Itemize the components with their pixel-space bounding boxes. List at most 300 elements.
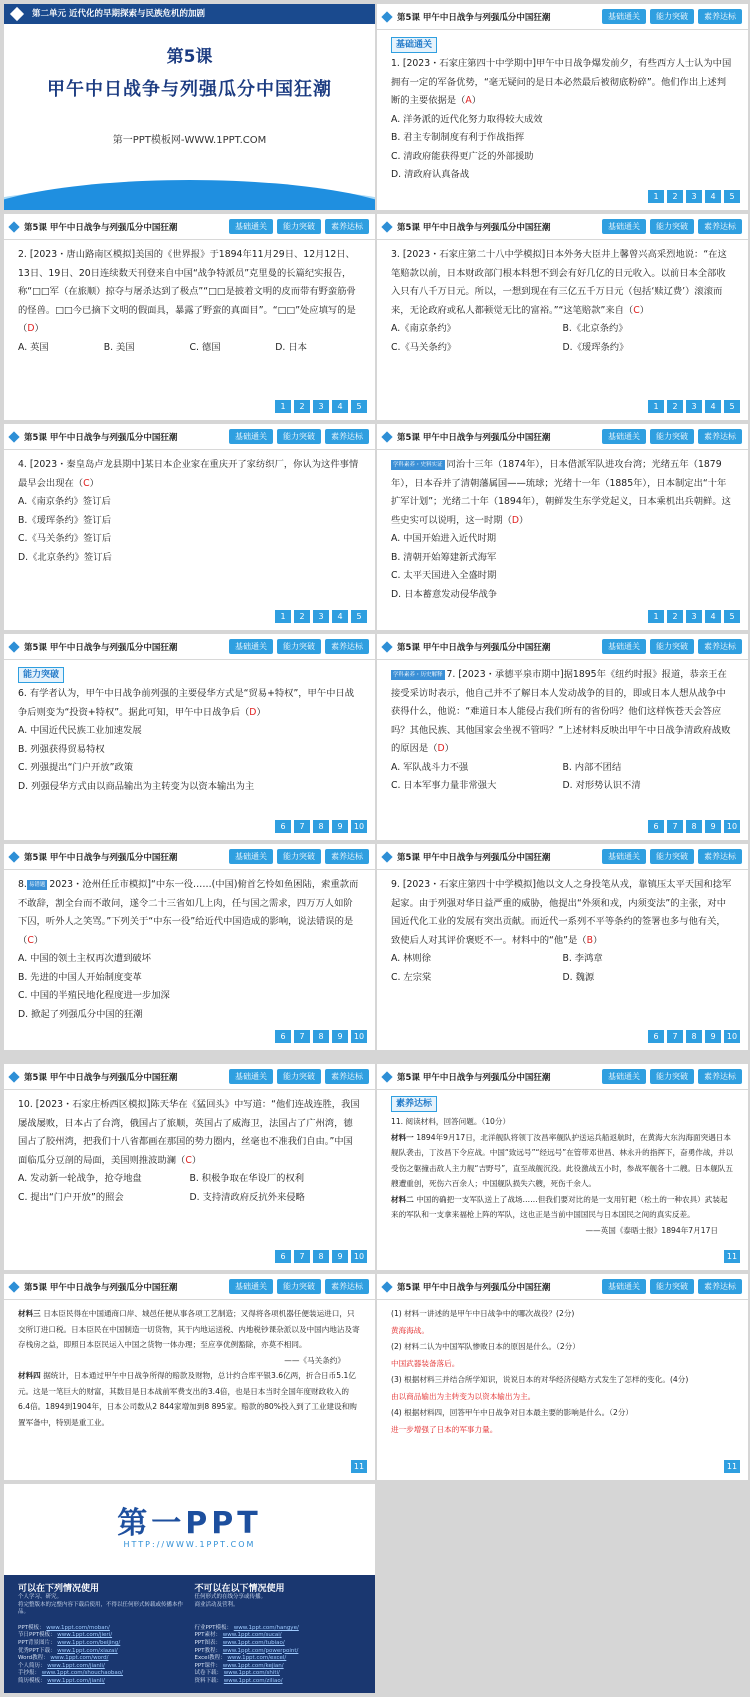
link[interactable]: www.1ppt.com/hangye/ [233, 1624, 299, 1631]
link-row [195, 1655, 362, 1663]
page-number-button[interactable]: 1 [648, 400, 664, 413]
ability-button[interactable]: 能力突破 [650, 639, 694, 654]
page-number-button[interactable]: 5 [724, 610, 740, 623]
literacy-button[interactable]: 素养达标 [698, 1279, 742, 1294]
page-number-button[interactable]: 3 [686, 190, 702, 203]
links-right [195, 1625, 362, 1686]
answer: A [465, 95, 472, 106]
page-number-button[interactable]: 3 [686, 400, 702, 413]
slide-body [377, 870, 748, 987]
diamond-icon [381, 1071, 392, 1082]
link-row [18, 1670, 185, 1678]
material [18, 1306, 361, 1353]
link-row [18, 1678, 185, 1686]
slide-body [377, 1090, 748, 1238]
literacy-button[interactable]: 素养达标 [698, 219, 742, 234]
page-number-button[interactable]: 5 [724, 400, 740, 413]
option[interactable]: B. 君主专制制度有利于作战指挥 [391, 132, 525, 143]
option[interactable]: C. 中国的半殖民地化程度进一步加深 [18, 990, 170, 1001]
page-number-button[interactable]: 9 [332, 1250, 348, 1263]
option[interactable]: D. 魏源 [562, 971, 595, 983]
page-number-button[interactable]: 9 [705, 1030, 721, 1043]
diamond-icon [8, 431, 19, 442]
link[interactable]: www.1ppt.com/jieri/ [57, 1632, 113, 1639]
answer: D [249, 706, 257, 718]
question-slide [377, 1064, 748, 1270]
page-number-button[interactable]: 4 [705, 400, 721, 413]
material [18, 1368, 361, 1430]
basic-button[interactable]: 基础通关 [602, 1069, 646, 1084]
page-number-button[interactable]: 1 [275, 400, 291, 413]
question-slide [377, 4, 748, 210]
link-label: 资料下载： [194, 1677, 223, 1684]
literacy-button[interactable]: 素养达标 [698, 1069, 742, 1084]
stem-end: ） [471, 95, 482, 106]
link[interactable]: www.1ppt.com/xiazai/ [57, 1647, 118, 1654]
basic-button[interactable]: 基础通关 [229, 639, 273, 654]
stem-end: ） [592, 934, 603, 946]
logo-url: HTTP://WWW.1PPT.COM [123, 1540, 256, 1549]
question-stem: 2023・沧州任丘市模拟]“中东一役……(中国)俯首乞怜如鱼困陆，索重款而不敢辞，割全台而不敢问，遂令二十三省如几上肉，任与国之需求，四万万人如阶下囚，听外人之笑骂。”下列关于“中东一役”给近代中国造成的影响，说法错误的是（ [18, 879, 359, 946]
sub-question: (3) 根据材料三并结合所学知识，说说日本的对华经济侵略方式发生了怎样的变化。(4分) [391, 1375, 689, 1384]
page-number-button[interactable]: 6 [275, 1030, 291, 1043]
literacy-button[interactable]: 素养达标 [325, 1069, 369, 1084]
stem-end: ） [256, 706, 266, 718]
option[interactable]: A. 发动新一轮战争，抢夺地盘 [18, 1173, 142, 1184]
question-slide [377, 1274, 748, 1480]
diamond-icon [10, 7, 24, 21]
option[interactable]: D. 对形势认识不清 [562, 780, 641, 791]
diamond-icon [8, 851, 19, 862]
page-number-button[interactable]: 7 [294, 1030, 310, 1043]
option[interactable]: B. 积极争取在华设厂的权利 [189, 1173, 305, 1184]
option[interactable]: A.《南京条约》签订后 [18, 496, 111, 507]
link[interactable]: www.1ppt.com/word/ [50, 1655, 109, 1662]
question-slide [4, 634, 375, 840]
page-number-button[interactable]: 2 [667, 610, 683, 623]
link-label: 行业PPT模板： [194, 1624, 232, 1631]
ability-button[interactable]: 能力突破 [650, 9, 694, 24]
header-title: 第5课 甲午中日战争与列强瓜分中国狂潮 [397, 1072, 551, 1083]
page-number-button[interactable]: 4 [332, 400, 348, 413]
page-number-button[interactable]: 6 [275, 820, 291, 833]
page-number-button[interactable]: 1 [648, 610, 664, 623]
basic-button[interactable]: 基础通关 [602, 219, 646, 234]
material-label: 材料四 [18, 1371, 41, 1380]
option[interactable]: C. 太平天国进入全盛时期 [391, 570, 497, 581]
option[interactable]: C. 清政府能获得更广泛的外部援助 [391, 150, 534, 162]
page-number-button[interactable]: 2 [667, 400, 683, 413]
ability-button[interactable]: 能力突破 [277, 639, 321, 654]
stem-end: ） [33, 934, 44, 946]
link-label: 手抄报： [18, 1670, 41, 1677]
material-label: 材料三 [18, 1309, 41, 1318]
stem-end: ） [89, 477, 99, 489]
page-number-button[interactable]: 11 [351, 1460, 367, 1473]
page-number-button[interactable]: 5 [351, 400, 367, 413]
answer: C [27, 934, 34, 946]
page-number-button[interactable]: 1 [275, 610, 291, 623]
header-title: 第5课 甲午中日战争与列强瓜分中国狂潮 [24, 432, 178, 443]
question-stem: 3. [2023・石家庄第二十八中学模拟]日本外务大臣井上馨曾兴高采烈地说：“在这笔赔款以前，日本财政部门根本料想不到会有好几亿的日元收入。以前日本全部收入只有八千万日元。所以，一想到现在有三亿五千万日元（包括‘赎辽费’）滚滚而来，无论政府或私人都顿觉无比的富裕。”“这笔赔款”来自（ [391, 249, 727, 316]
literacy-button[interactable]: 素养达标 [698, 639, 742, 654]
material-text: 日本臣民得在中国通商口岸、城邑任便从事各项工艺制造；又得将各项机器任便装运进口，只交所订进口税。日本臣民在中国制造一切货物，其于内地运送税、内地税钞课杂派以及中国内地沾及寄存栈房之益，即照日本臣民运入中国之货物一体办理；至应享优例豁除，亦莫不相同。 [18, 1309, 360, 1349]
slide-body [377, 450, 748, 604]
ability-button[interactable]: 能力突破 [650, 849, 694, 864]
question-tag: 易错题 [28, 881, 46, 888]
option[interactable]: C. 左宗棠 [391, 971, 432, 983]
option[interactable]: A. 中国近代民族工业加速发展 [18, 725, 142, 736]
question-slide [4, 844, 375, 1050]
link-label: PPT图表： [194, 1639, 221, 1646]
basic-button[interactable]: 基础通关 [602, 1279, 646, 1294]
question-number: 8. [18, 879, 27, 890]
link-label: Excel教程： [194, 1655, 226, 1662]
header-title: 第5课 甲午中日战争与列强瓜分中国狂潮 [397, 12, 551, 23]
question [391, 456, 734, 530]
page-number-button[interactable]: 2 [667, 190, 683, 203]
header-title: 第5课 甲午中日战争与列强瓜分中国狂潮 [24, 852, 178, 863]
link-row [18, 1632, 185, 1640]
question-slide [4, 214, 375, 420]
option[interactable]: A. 洋务派的近代化努力取得较大成效 [391, 113, 543, 125]
page-number-button[interactable]: 4 [332, 610, 348, 623]
cannot-use-title: 不可以在以下情况使用 [194, 1584, 285, 1594]
page-number-button[interactable]: 10 [351, 1030, 367, 1043]
page-nav [275, 820, 367, 833]
page-number-button[interactable]: 10 [724, 820, 740, 833]
option[interactable]: B. 清朝开始筹建新式海军 [391, 551, 497, 563]
options-row [18, 1189, 361, 1208]
page-nav [275, 400, 367, 413]
page-nav [648, 190, 740, 203]
option[interactable]: D.《北京条约》签订后 [18, 551, 112, 563]
slide-body [377, 660, 748, 796]
slide-header [377, 4, 748, 30]
question-slide [377, 424, 748, 630]
option[interactable]: B.《北京条约》 [562, 323, 628, 334]
page-number-button[interactable]: 4 [705, 610, 721, 623]
link-label: PPT教程： [194, 1647, 221, 1654]
diamond-icon [381, 221, 392, 232]
diamond-icon [381, 1281, 392, 1292]
literacy-button[interactable]: 素养达标 [325, 219, 369, 234]
nav-buttons [602, 219, 742, 234]
option[interactable]: A. 林则徐 [391, 953, 431, 964]
option[interactable]: D. 清政府认真备战 [391, 169, 470, 180]
slide-body [4, 660, 375, 796]
link[interactable]: www.1ppt.com/jianli/ [47, 1662, 105, 1669]
diamond-icon [381, 851, 392, 862]
page-number-button[interactable]: 4 [705, 190, 721, 203]
page-number-button[interactable]: 8 [313, 820, 329, 833]
slide-header [4, 424, 375, 450]
question [18, 1096, 361, 1170]
option[interactable]: D. 日本蓄意发动侵华战争 [391, 588, 498, 600]
stem-end: ） [191, 1154, 202, 1166]
question-stem: 7. [2023・承德平泉市期中]据1895年《纽约时报》报道，恭亲王在接受采访时表示，他自己并不了解日本人发动战争的目的，即或日本人想从战争中获得什么，他说：“难道日本人能侵占我们所有的省份吗？他们这样恢苍天会答应吗？其他民族、其他国家会坐视不管吗？”上述材料反映出甲午中日战争清政府战败的原因是（ [391, 669, 731, 754]
basic-button[interactable]: 基础通关 [229, 429, 273, 444]
link-label: 简历模板： [18, 1677, 46, 1684]
options-row [391, 969, 734, 988]
options-row [391, 759, 734, 778]
diamond-icon [8, 641, 19, 652]
basic-button[interactable]: 基础通关 [602, 849, 646, 864]
footer-info [4, 1575, 375, 1693]
link[interactable]: www.1ppt.com/tubiao/ [222, 1639, 285, 1646]
page-number-button[interactable]: 6 [648, 1030, 664, 1043]
options [18, 339, 361, 358]
slide-header [377, 844, 748, 870]
ability-button[interactable]: 能力突破 [650, 1069, 694, 1084]
question [391, 666, 734, 759]
options-row [391, 320, 734, 339]
option[interactable]: A.《南京条约》 [391, 323, 456, 334]
cover-lesson: 第5课 [166, 47, 213, 67]
page-number-button[interactable]: 3 [313, 610, 329, 623]
page-number-button[interactable]: 8 [313, 1250, 329, 1263]
ability-button[interactable]: 能力突破 [650, 429, 694, 444]
answer: C [185, 1154, 192, 1166]
sub-answer: 黄海海战。 [391, 1325, 429, 1335]
option[interactable]: A. 英国 [18, 341, 49, 353]
literacy-button[interactable]: 素养达标 [698, 9, 742, 24]
option[interactable]: D. 日本 [275, 341, 307, 353]
basic-button[interactable]: 基础通关 [229, 219, 273, 234]
ability-button[interactable]: 能力突破 [277, 1279, 321, 1294]
option[interactable]: A. 中国的领土主权再次遭到破坏 [18, 953, 151, 964]
link[interactable]: www.1ppt.com/beijing/ [57, 1639, 121, 1646]
option[interactable]: D. 支持清政府反抗外来侵略 [189, 1191, 305, 1203]
sub-question: (4) 根据材料四，回答甲午中日战争对日本最主要的影响是什么。（2分） [391, 1408, 634, 1417]
link[interactable]: www.1ppt.com/sucai/ [222, 1632, 282, 1639]
question-stem: 4. [2023・秦皇岛卢龙县期中]某日本企业家在重庆开了家纺织厂，你认为这件事情最早会出现在（ [18, 459, 359, 489]
options-row [391, 339, 734, 358]
diamond-icon [8, 1281, 19, 1292]
cannot-use-item: 任何形式的在线分享或传播。 [194, 1594, 267, 1600]
page-number-button[interactable]: 5 [724, 190, 740, 203]
section-label: 素养达标 [391, 1096, 437, 1112]
page-number-button[interactable]: 6 [648, 820, 664, 833]
nav-buttons [229, 429, 369, 444]
ability-button[interactable]: 能力突破 [650, 219, 694, 234]
answer: B [586, 934, 593, 946]
material-text: 1894年9月17日，北洋舰队将领丁汝昌率舰队护送运兵船返航时，在黄海大东沟海面突遇日本舰队袭击，丁汝昌下令应战。中国“致远号”“经远号”在管带邓世昌、林永升的指挥下，奋勇作战，并以受伤之躯撞击敌人主力舰“吉野号”，直至战舰沉没。此役激战五小时，参战军舰各十二艘。日本舰队五艘遭重创，死伤六百余人；中国舰队损失六艘，死伤千余人。 [391, 1132, 734, 1188]
link-label: PPT背景图片： [18, 1639, 56, 1646]
material [391, 1192, 734, 1223]
literacy-button[interactable]: 素养达标 [325, 429, 369, 444]
stem-end: ） [34, 323, 44, 334]
sub-question: (2) 材料二认为中国军队惨败日本的原因是什么。（2分） [391, 1342, 580, 1351]
basic-button[interactable]: 基础通关 [602, 9, 646, 24]
page-nav [724, 1250, 740, 1263]
link[interactable]: www.1ppt.com/shouchaobao/ [41, 1670, 124, 1677]
option[interactable]: A. 军队战斗力不强 [391, 761, 469, 773]
page-number-button[interactable]: 6 [275, 1250, 291, 1263]
option[interactable]: C.《马关条约》签订后 [18, 533, 112, 544]
ability-button[interactable]: 能力突破 [277, 429, 321, 444]
basic-button[interactable]: 基础通关 [602, 639, 646, 654]
material-text: 据统计，日本通过甲午中日战争所得的赔款及财物，总计约合库平银3.6亿两，折合日币5.1亿元。这是一笔巨大的财富，其数目是日本战前军费支出的3.4倍，也是日本当时全国年度财政收入的6.4倍。1894到1904年，日本公司数从2 844家增加到8 895家。赔款的80%投入到了工业建设和购置军备中，特别是重工业。 [18, 1371, 357, 1427]
link-label: 个人简历： [18, 1662, 46, 1669]
option[interactable]: B. 列强获得贸易特权 [18, 743, 105, 755]
cover-title: 甲午中日战争与列强瓜分中国狂潮 [47, 79, 332, 100]
page-number-button[interactable]: 8 [686, 1030, 702, 1043]
link-row [195, 1632, 362, 1640]
page-number-button[interactable]: 2 [294, 400, 310, 413]
nav-buttons [229, 849, 369, 864]
page-number-button[interactable]: 7 [294, 1250, 310, 1263]
material-text: 中国的确把一支军队送上了战场……但我们要对比的是一支用钉耙（松土的一种农具）武装起来的军队和一支拿来福枪上阵的军队，这也正是当前中国国民与日本国民之间的真实反差。 [391, 1194, 728, 1219]
option[interactable]: C. 列强提出“门户开放”政策 [18, 762, 134, 773]
option[interactable]: B.《瑷珲条约》签订后 [18, 514, 112, 526]
link-label: PPT素材： [194, 1632, 221, 1639]
option[interactable]: D.《瑷珲条约》 [562, 341, 629, 353]
link[interactable]: www.1ppt.com/excel/ [227, 1655, 287, 1662]
page-nav [275, 1030, 367, 1043]
slide-body [4, 1090, 375, 1207]
link-row [195, 1640, 362, 1648]
question-stem: 10. [2023・石家庄桥西区模拟]陈天华在《猛回头》中写道：“他们连战连胜，我国屡战屡败，日本占了台湾，俄国占了旅顺，英国占了威海卫，法国占了广州湾，德国占了胶州湾，把我们十八省都画在那国的势力圈内，丝毫也不准我们自由。”中国面临瓜分豆剖的局面，美国则推波助澜（ [18, 1099, 360, 1166]
links-left [18, 1625, 185, 1686]
option[interactable]: D. 掀起了列强瓜分中国的狂潮 [18, 1008, 143, 1020]
link-label: 节日PPT模板： [18, 1632, 56, 1639]
question-stem: 1. [2023・石家庄第四十中学期中]甲午中日战争爆发前夕，有些西方人士认为中国拥有一定的军备优势，“毫无疑问的是日本必然最后被彻底粉碎”。他们作出上述判断的主要依据是（ [391, 58, 732, 106]
page-nav [648, 400, 740, 413]
cover-site: 第一PPT模板网-WWW.1PPT.COM [112, 135, 267, 146]
option[interactable]: B. 内部不团结 [562, 761, 622, 773]
question [18, 456, 361, 493]
literacy-button[interactable]: 素养达标 [698, 849, 742, 864]
literacy-button[interactable]: 素养达标 [325, 849, 369, 864]
slide-body [4, 870, 375, 1024]
ability-button[interactable]: 能力突破 [650, 1279, 694, 1294]
material-source: ——英国《泰晤士报》1894年7月17日 [585, 1225, 718, 1235]
header-title: 第5课 甲午中日战争与列强瓜分中国狂潮 [397, 1282, 551, 1293]
basic-button[interactable]: 基础通关 [229, 1279, 273, 1294]
question-slide [4, 1064, 375, 1270]
sub-answer: 由以商品输出为主转变为以资本输出为主。 [391, 1391, 536, 1401]
question [18, 876, 361, 950]
question-slide [4, 424, 375, 630]
diamond-icon [381, 641, 392, 652]
link[interactable]: www.1ppt.com/powerpoint/ [222, 1647, 299, 1654]
link-row [195, 1670, 362, 1678]
option[interactable]: A. 中国开始进入近代时期 [391, 533, 497, 544]
header-title: 第5课 甲午中日战争与列强瓜分中国狂潮 [24, 222, 178, 233]
page-number-button[interactable]: 10 [351, 1250, 367, 1263]
header-title: 第5课 甲午中日战争与列强瓜分中国狂潮 [397, 432, 551, 443]
link-row [18, 1640, 185, 1648]
options-row [391, 777, 734, 796]
cannot-use-item: 商业活动及营利。 [194, 1601, 239, 1608]
diamond-icon [381, 431, 392, 442]
page-number-button[interactable]: 8 [313, 1030, 329, 1043]
page-number-button[interactable]: 7 [294, 820, 310, 833]
page-number-button[interactable]: 2 [294, 610, 310, 623]
page-number-button[interactable]: 3 [686, 610, 702, 623]
slide-header [4, 1064, 375, 1090]
link-label: PPT课件： [194, 1662, 221, 1669]
option[interactable]: C. 提出“门户开放”的照会 [18, 1191, 124, 1203]
diamond-icon [8, 1071, 19, 1082]
option[interactable]: D. 列强侵华方式由以商品输出为主转变为以资本输出为主 [18, 780, 255, 792]
cover-unit-band [4, 4, 375, 24]
page-number-button[interactable]: 3 [313, 400, 329, 413]
link[interactable]: www.1ppt.com/jianli/ [47, 1677, 105, 1684]
question-stem: 9. [2023・石家庄第四十中学模拟]他以文人之身投笔从戎，靠镇压太平天国和捻军起家。由于列强对华日益严重的威胁，他提出“外须和戎，内须变法”的主张，对中国近代化工业的发展有突出贡献。而近代一系列不平等条约的签署也多与他有关，致使后人对其评价褒贬不一。材料中的“他”是（ [391, 879, 732, 946]
page-nav [648, 820, 740, 833]
literacy-button[interactable]: 素养达标 [325, 1279, 369, 1294]
option[interactable]: B. 美国 [103, 341, 135, 353]
question-stem: 6. 有学者认为，甲午中日战争前列强的主要侵华方式是“贸易+特权”，甲午中日战争后则变为“投资+特权”。据此可知，甲午中日战争后（ [18, 688, 355, 718]
link[interactable]: www.1ppt.com/moban/ [46, 1624, 110, 1631]
link-label: 试卷下载： [194, 1670, 223, 1677]
option[interactable]: C. 德国 [189, 341, 221, 353]
can-use-title: 可以在下列情况使用 [18, 1584, 100, 1594]
page-nav [648, 610, 740, 623]
page-number-button[interactable]: 10 [724, 1030, 740, 1043]
slide-header [377, 1274, 748, 1300]
page-number-button[interactable]: 1 [648, 190, 664, 203]
question-slide [377, 214, 748, 420]
page-nav [648, 1030, 740, 1043]
diamond-icon [8, 221, 19, 232]
page-number-button[interactable]: 11 [724, 1250, 740, 1263]
literacy-button[interactable]: 素养达标 [698, 429, 742, 444]
nav-buttons [229, 639, 369, 654]
page-number-button[interactable]: 7 [667, 1030, 683, 1043]
ability-button[interactable]: 能力突破 [277, 219, 321, 234]
basic-button[interactable]: 基础通关 [229, 1069, 273, 1084]
ability-button[interactable]: 能力突破 [277, 1069, 321, 1084]
nav-buttons [229, 219, 369, 234]
sub-question: (1) 材料一讲述的是甲午中日战争中的哪次战役？(2分) [391, 1309, 575, 1318]
basic-button[interactable]: 基础通关 [229, 849, 273, 864]
question [391, 246, 734, 320]
material-source: ——《马关条约》 [284, 1355, 345, 1365]
page-number-button[interactable]: 9 [332, 820, 348, 833]
page-number-button[interactable]: 9 [332, 1030, 348, 1043]
page-number-button[interactable]: 7 [667, 820, 683, 833]
page-number-button[interactable]: 9 [705, 820, 721, 833]
header-title: 第5课 甲午中日战争与列强瓜分中国狂潮 [24, 642, 178, 653]
option[interactable]: B. 先进的中国人开始制度变革 [18, 971, 142, 983]
page-number-button[interactable]: 10 [351, 820, 367, 833]
nav-buttons [602, 429, 742, 444]
slide-body [4, 450, 375, 567]
slide-header [4, 1274, 375, 1300]
ability-button[interactable]: 能力突破 [277, 849, 321, 864]
nav-buttons [602, 639, 742, 654]
link-label: Word教程： [18, 1655, 49, 1662]
option[interactable]: B. 李鸿章 [562, 953, 603, 964]
nav-buttons [602, 9, 742, 24]
section-label: 能力突破 [18, 667, 64, 683]
link[interactable]: www.1ppt.com/shiti/ [223, 1670, 280, 1677]
basic-button[interactable]: 基础通关 [602, 429, 646, 444]
option[interactable]: C. 日本军事力量非常强大 [391, 780, 497, 791]
page-number-button[interactable]: 5 [351, 610, 367, 623]
material-label: 材料一 [391, 1132, 414, 1142]
page-number-button[interactable]: 8 [686, 820, 702, 833]
nav-buttons [602, 849, 742, 864]
link[interactable]: www.1ppt.com/kejian/ [222, 1662, 284, 1669]
link[interactable]: www.1ppt.com/ziliao/ [223, 1677, 283, 1684]
literacy-button[interactable]: 素养达标 [325, 639, 369, 654]
option[interactable]: C.《马关条约》 [391, 341, 457, 353]
page-number-button[interactable]: 11 [724, 1460, 740, 1473]
